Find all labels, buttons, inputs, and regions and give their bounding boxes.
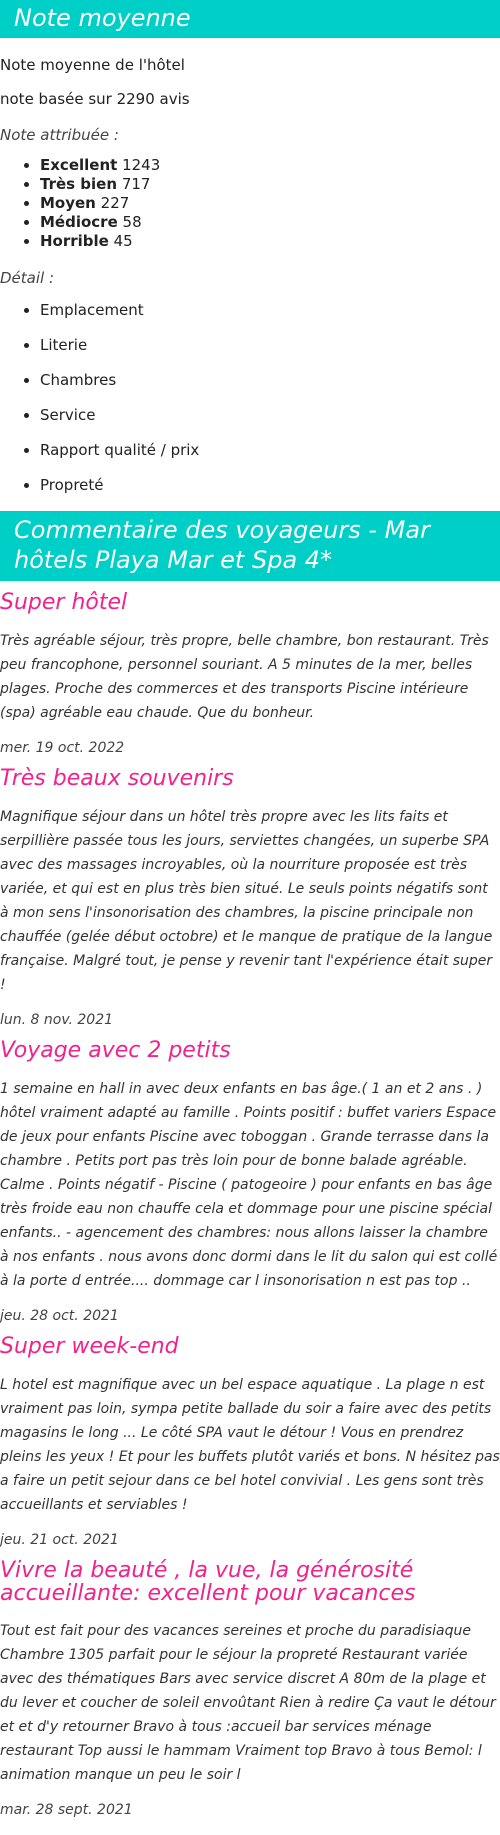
review-card: [0, 767, 500, 1029]
review-card: [0, 1335, 500, 1549]
rating-section-heading: Note moyenne: [0, 0, 500, 38]
review-title: Vivre la beauté , la vue, la générosité accueillante: excellent pour vacances: [0, 1558, 416, 1606]
detail-item-service: • Service: [40, 406, 500, 424]
rating-count: 717: [121, 175, 151, 193]
review-body: Magnifique séjour dans un hôtel très propre avec les lits faits et serpillière passée tous les jours, serviettes changées, un superbe SPA avec des massages incroyables, où la nourriture proposée est très variée, et qui est en plus très bien situé. Le seuls points négatifs sont à mon sens l'insonorisation des chambres, la piscine principale non chauffée (gelée début octobre) et le manque de pratique de la langue française. Malgré tout, je pense y revenir tant l'expérience était super !: [0, 809, 493, 993]
review-body: Très agréable séjour, très propre, belle chambre, bon restaurant. Très peu francophone, personnel souriant. A 5 minutes de la mer, belles plages. Proche des commerces et des transports Piscine intérieure (spa) agréable eau chaude. Que du bonheur.: [0, 633, 489, 721]
comments-section-heading: Commentaire des voyageurs - Mar hôtels Playa Mar et Spa 4*: [0, 511, 500, 581]
review-body: 1 semaine en hall in avec deux enfants en bas âge.( 1 an et 2 ans . ) hôtel vraiment adapté au famille . Points positif : buffet variers Espace de jeux pour enfants Piscine avec toboggan . Grande terrasse dans la chambre . Petits port pas très loin pour de bonne balade agréable. Calme . Points négatif - Piscine ( patogeoire ) pour enfants en bas âge très froide eau non chauffe cela et dommage pour une piscine spécial enfants.. - agencement des chambres: nous allons laisser la chambre à nos enfants . nous avons donc dormi dans le lit du salon qui est collé à la porte d entrée.... dommage car l insonorisation n est pas top ..: [0, 1081, 498, 1289]
review-title: Très beaux souvenirs: [0, 766, 234, 791]
review-date: lun. 8 nov. 2021: [0, 1012, 114, 1028]
detail-item-emplacement: • Emplacement: [40, 301, 500, 319]
detail-item-chambres: • Chambres: [40, 371, 500, 389]
review-date: jeu. 28 oct. 2021: [0, 1308, 119, 1324]
rating-label: Médiocre: [40, 213, 118, 231]
review-count-text: note basée sur 2290 avis: [0, 90, 190, 108]
review-body: Tout est fait pour des vacances sereines et proche du paradisiaque Chambre 1305 parfait pour le séjour la propreté Restaurant variée avec des thématiques Bars avec service discret A 80m de la plage et du lever et coucher de soleil envoûtant Rien à redire Ça vaut le détour et et d'y retourner Bravo à tous :accueil bar services ménage restaurant Top aussi le hammam Vraiment top Bravo à tous Bemol: l animation manque un peu le soir l: [0, 1623, 496, 1783]
rating-label: Moyen: [40, 194, 96, 212]
detail-item-literie: • Literie: [40, 336, 500, 354]
rating-item-moyen: [40, 194, 500, 213]
detail-item-rapport-qualite-prix: • Rapport qualité / prix: [40, 441, 500, 459]
rating-item-horrible: [40, 232, 500, 251]
rating-count: 1243: [122, 156, 161, 174]
rating-item-tres-bien: [40, 175, 500, 194]
rating-summary: [0, 56, 500, 494]
detail-criteria-list: [0, 301, 500, 494]
review-title: Super week-end: [0, 1334, 179, 1359]
detail-label: Détail :: [0, 269, 55, 287]
rating-count: 227: [100, 194, 130, 212]
review-title: Super hôtel: [0, 590, 128, 615]
review-card: [0, 1559, 500, 1819]
rating-item-mediocre: [40, 213, 500, 232]
rating-label: Horrible: [40, 232, 109, 250]
rating-count: 58: [122, 213, 142, 231]
rating-label: Très bien: [40, 175, 118, 193]
review-title: Voyage avec 2 petits: [0, 1038, 231, 1063]
review-date: mar. 28 sept. 2021: [0, 1802, 133, 1818]
review-card: [0, 1039, 500, 1325]
rating-label: Excellent: [40, 156, 118, 174]
rating-item-excellent: [40, 156, 500, 175]
review-card: [0, 591, 500, 757]
attributed-rating-label: Note attribuée :: [0, 126, 119, 144]
review-body: L hotel est magnifique avec un bel espace aquatique . La plage n est vraiment pas loin, sympa petite ballade du soir a faire avec des petits magasins le long ... Le côté SPA vaut le détour ! Vous en prendrez pleins les yeux ! Et pour les buffets plutôt variés et bons. N hésitez pas a faire un petit sejour dans ce bel hotel convivial . Les gens sont très accueillants et serviables !: [0, 1377, 500, 1513]
rating-count: 45: [113, 232, 133, 250]
hotel-average-label: Note moyenne de l'hôtel: [0, 56, 185, 74]
rating-breakdown-list: [0, 156, 500, 251]
review-date: mer. 19 oct. 2022: [0, 740, 125, 756]
detail-item-proprete: • Propreté: [40, 476, 500, 494]
review-date: jeu. 21 oct. 2021: [0, 1532, 119, 1548]
